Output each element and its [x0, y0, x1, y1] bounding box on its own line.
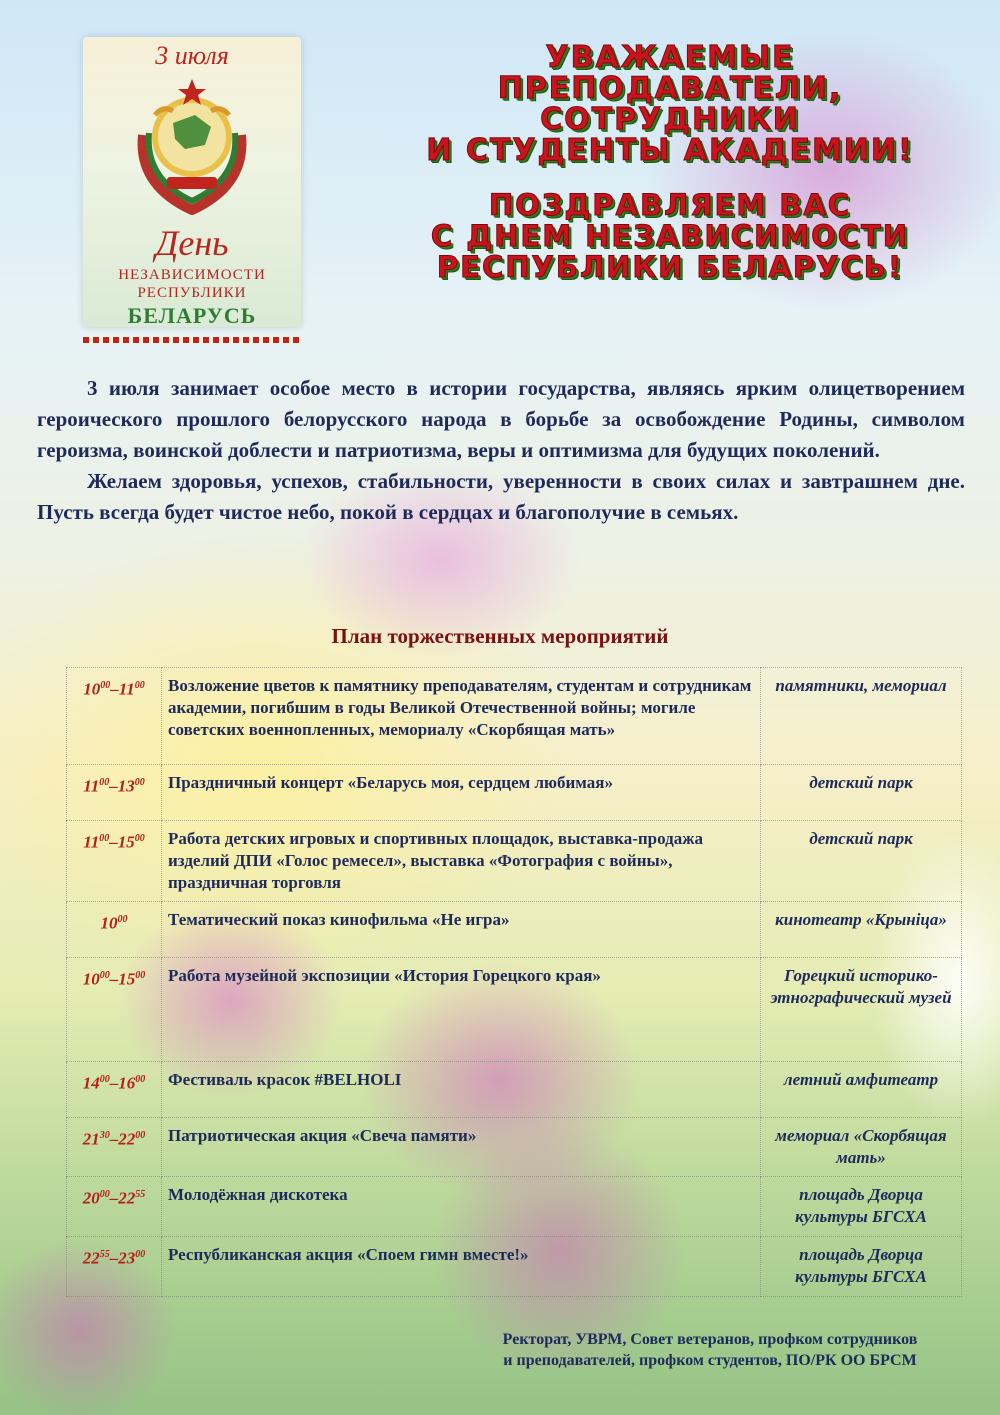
time-start-minutes: 30 [99, 1130, 110, 1141]
time-start-hour: 10 [100, 913, 118, 933]
time-dash: – [109, 1188, 119, 1208]
time-dash: – [109, 969, 119, 989]
table-row [67, 765, 962, 821]
event-time [67, 668, 162, 765]
time-dash: – [109, 1073, 119, 1093]
time-end-minutes: 00 [134, 777, 145, 788]
event-description: Работа музейной экспозиции «История Горецкого края» [162, 958, 761, 1062]
time-dash: – [109, 1248, 119, 1268]
emblem-subtitle-2: РЕСПУБЛИКИ [137, 285, 247, 301]
congrats-line-3: РЕСПУБЛИКИ БЕЛАРУСЬ! [436, 250, 904, 284]
time-end-hour: 15 [118, 969, 136, 989]
time-start-minutes: 00 [99, 970, 110, 981]
state-emblem-icon [133, 75, 251, 215]
greeting-line-1: УВАЖАЕМЫЕ ПРЕПОДАВАТЕЛИ, [497, 40, 843, 106]
event-location: кинотеатр «Крынiца» [761, 902, 962, 958]
event-time [67, 958, 162, 1062]
time-end-minutes: 00 [135, 1130, 146, 1141]
time-end-minutes: 00 [135, 1074, 146, 1085]
time-end-minutes: 55 [135, 1189, 146, 1200]
time-dash: – [109, 832, 118, 852]
event-time [67, 821, 162, 902]
time-dash: – [109, 1129, 119, 1149]
time-end-minutes: 00 [134, 833, 145, 844]
time-start-hour: 10 [82, 969, 100, 989]
time-end-hour: 22 [118, 1129, 136, 1149]
greeting-line-3: И СТУДЕНТЫ АКАДЕМИИ! [426, 133, 914, 168]
congrats-line-2: С ДНЕМ НЕЗАВИСИМОСТИ [430, 219, 910, 253]
table-row [67, 958, 962, 1062]
event-time [67, 1177, 162, 1237]
event-description: Республиканская акция «Споем гимн вместе!» [162, 1237, 761, 1297]
event-time [67, 1118, 162, 1177]
time-start-minutes: 00 [99, 833, 110, 844]
time-end-hour: 22 [118, 1188, 136, 1208]
time-start-hour: 21 [82, 1129, 100, 1149]
event-location: детский парк [761, 765, 962, 821]
events-table [66, 667, 962, 1297]
independence-day-emblem-card [83, 37, 301, 327]
table-row [67, 668, 962, 765]
organizers-line-2: и преподавателей, профком студентов, ПО/РК ОО БРСМ [503, 1352, 917, 1369]
time-end-hour: 11 [118, 679, 135, 699]
event-description: Работа детских игровых и спортивных площадок, выставка-продажа изделий ДПИ «Голос ремесел», выставка «Фотография с войны», праздничная торговля [162, 821, 761, 902]
event-location: памятники, мемориал [761, 668, 962, 765]
intro-paragraph-1: 3 июля занимает особое место в истории государства, являясь ярким олицетворением героического прошлого белорусского народа в борьбе за освобождение Родины, символом героизма, воинской доблести и патриотизма, веры и оптимизма для будущих поколений. [37, 376, 965, 462]
event-description: Возложение цветов к памятнику преподавателям, студентам и сотрудникам академии, погибшим в годы Великой Отечественной войны; могиле советских военнопленных, мемориалу «Скорбящая мать» [162, 668, 761, 765]
time-start-minutes: 00 [99, 777, 110, 788]
time-start-hour: 11 [83, 776, 100, 796]
time-end-minutes: 00 [135, 970, 146, 981]
time-start-minutes: 00 [99, 1074, 110, 1085]
emblem-date: 3 июля [155, 41, 229, 70]
time-start-minutes: 00 [100, 680, 111, 691]
event-description: Тематический показ кинофильма «Не игра» [162, 902, 761, 958]
time-start-hour: 10 [83, 679, 101, 699]
time-dash: – [109, 776, 118, 796]
plan-title: План торжественных мероприятий [331, 624, 669, 648]
event-location: летний амфитеатр [761, 1062, 962, 1118]
event-description: Патриотическая акция «Свеча памяти» [162, 1118, 761, 1177]
time-end-hour: 16 [118, 1073, 136, 1093]
intro-text [37, 373, 965, 528]
time-end-hour: 15 [117, 832, 135, 852]
time-dash: – [110, 679, 119, 699]
event-time [67, 765, 162, 821]
event-location: площадь Дворца культуры БГСХА [761, 1237, 962, 1297]
event-description: Праздничный концерт «Беларусь моя, сердцем любимая» [162, 765, 761, 821]
intro-paragraph-2: Желаем здоровья, успехов, стабильности, уверенности в своих силах и завтрашнем дне. Пусть всегда будет чистое небо, покой в сердцах и благополучие в семьях. [37, 469, 965, 524]
time-end-minutes: 00 [135, 1249, 146, 1260]
event-location: мемориал «Скорбящая мать» [761, 1118, 962, 1177]
time-start-hour: 14 [82, 1073, 100, 1093]
greeting-heading [370, 42, 970, 166]
greeting-line-2: СОТРУДНИКИ [540, 102, 800, 137]
table-row [67, 902, 962, 958]
organizers-line-1: Ректорат, УВРМ, Совет ветеранов, профком сотрудников [502, 1331, 918, 1348]
event-time [67, 1237, 162, 1297]
event-description: Фестиваль красок #BELHOLI [162, 1062, 761, 1118]
time-start-hour: 22 [82, 1248, 100, 1268]
event-location: Горецкий историко-этнографический музей [761, 958, 962, 1062]
time-start-hour: 11 [83, 832, 100, 852]
congratulations-heading [410, 190, 930, 283]
table-row [67, 821, 962, 902]
emblem-country: БЕЛАРУСЬ [127, 303, 257, 328]
event-time [67, 902, 162, 958]
event-description: Молодёжная дискотека [162, 1177, 761, 1237]
time-start-minutes: 55 [99, 1249, 110, 1260]
emblem-subtitle-1: НЕЗАВИСИМОСТИ [118, 267, 266, 283]
time-end-hour: 13 [117, 776, 135, 796]
event-location: детский парк [761, 821, 962, 902]
congrats-line-1: ПОЗДРАВЛЯЕМ ВАС [488, 188, 852, 222]
time-start-minutes: 00 [117, 914, 128, 925]
time-start-hour: 20 [82, 1188, 100, 1208]
table-row [67, 1118, 962, 1177]
time-end-minutes: 00 [134, 680, 145, 691]
emblem-day-title: День [155, 223, 229, 263]
table-row [67, 1177, 962, 1237]
table-row [67, 1237, 962, 1297]
time-end-hour: 23 [118, 1248, 136, 1268]
time-start-minutes: 00 [99, 1189, 110, 1200]
organizers-signature [460, 1329, 960, 1371]
table-row [67, 1062, 962, 1118]
event-location: площадь Дворца культуры БГСХА [761, 1177, 962, 1237]
emblem-ornament [83, 337, 301, 343]
event-time [67, 1062, 162, 1118]
